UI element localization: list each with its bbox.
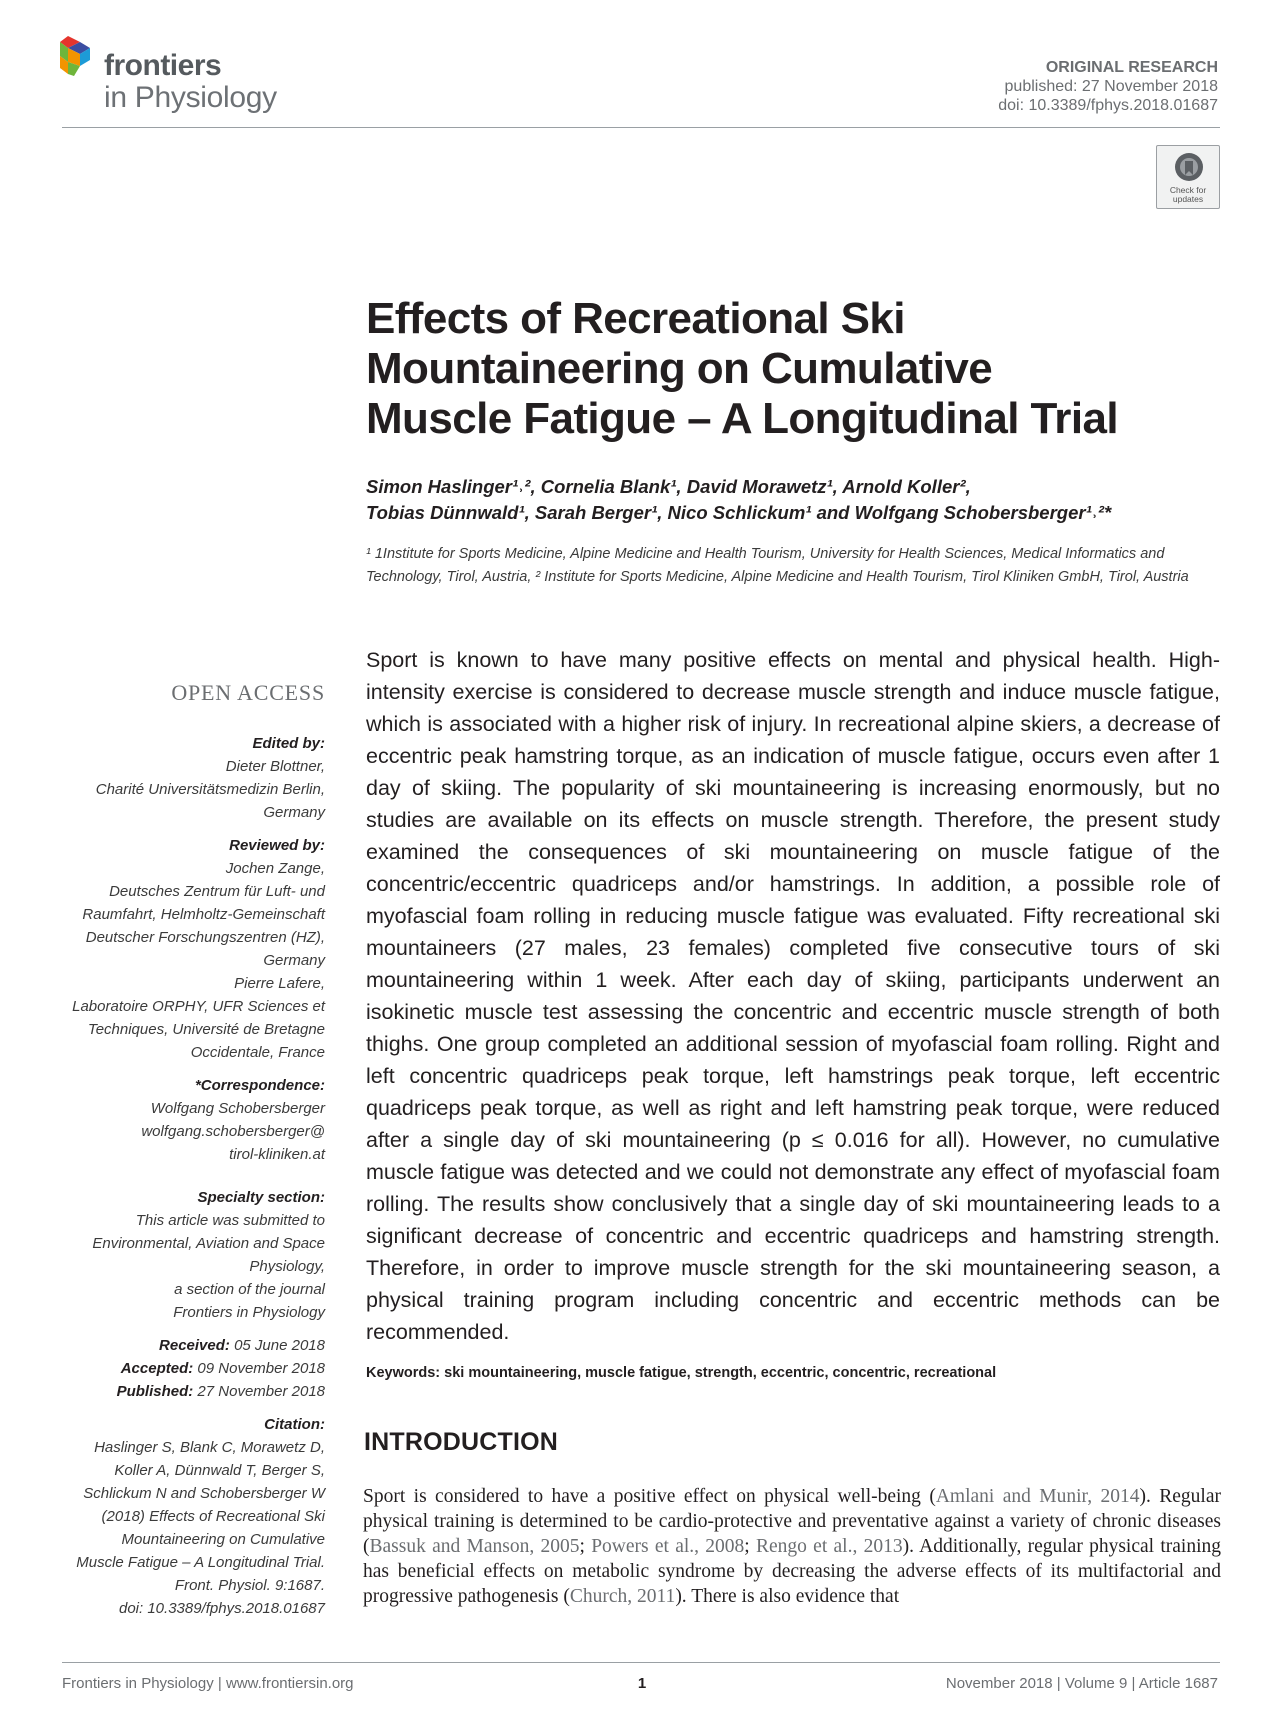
bookmark-update-icon (1171, 151, 1207, 187)
accepted-date: Accepted: 09 November 2018 (120, 1360, 325, 1377)
citation-label: Citation: (264, 1416, 325, 1433)
open-access-label: OPEN ACCESS (171, 680, 325, 705)
citation-link[interactable]: Amlani and Munir, 2014 (935, 1486, 1140, 1507)
check-badge-text: Check for updates (1169, 185, 1207, 204)
article-type: ORIGINAL RESEARCH (1045, 59, 1218, 76)
sidebar-line: Wolfgang Schobersberger (150, 1100, 325, 1117)
footer-journal[interactable]: Frontiers in Physiology | www.frontiersin.org (62, 1675, 354, 1692)
title-line: Muscle Fatigue – A Longitudinal Trial (366, 394, 1118, 443)
sidebar-line: This article was submitted to (135, 1212, 325, 1229)
correspondence-section (25, 1074, 325, 1166)
sidebar-line: (2018) Effects of Recreational Ski (101, 1508, 325, 1525)
citation-link[interactable]: Rengo et al., 2013 (755, 1536, 903, 1557)
title-line: Mountaineering on Cumulative (366, 344, 993, 393)
citation-link[interactable]: Church, 2011 (569, 1586, 676, 1607)
sidebar-line: Muscle Fatigue – A Longitudinal Trial. (76, 1554, 325, 1571)
author-line: Tobias Dünnwald¹, Sarah Berger¹, Nico Schlickum¹ and Wolfgang Schobersberger¹˒²* (366, 502, 1112, 523)
sidebar-line: Pierre Lafere, (234, 975, 325, 992)
dates-section (25, 1334, 325, 1403)
sidebar-line: Haslinger S, Blank C, Morawetz D, (94, 1439, 325, 1456)
abstract: Sport is known to have many positive effects on mental and physical health. High-intensity exercise is considered to decrease muscle strength and induce muscle fatigue, which is associated with a higher risk of injury. In recreational alpine skiers, a decrease of eccentric peak hamstring torque, as an indication of muscle fatigue, occurs even after 1 day of skiing. The popularity of ski mountaineering is increasing enormously, but no studies are available on its effects on muscle strength. Therefore, the present study examined the consequences of ski mountaineering on muscle fatigue of the concentric/eccentric quadriceps and/or hamstrings. In addition, a possible role of myofascial foam rolling in reducing muscle fatigue was evaluated. Fifty recreational ski mountaineers (27 males, 23 females) completed five consecutive tours of ski mountaineering within 1 week. After each day of skiing, participants underwent an isokinetic muscle test assessing the concentric and eccentric muscle strength of both thighs. One group completed an additional session of myofascial foam rolling. Right and left concentric quadriceps peak torque, left hamstrings peak torque, left eccentric quadriceps peak torque, as well as right and left hamstring peak torque, were reduced after a single day of ski mountaineering (p ≤ 0.016 for all). However, no cumulative muscle fatigue was detected and we could not demonstrate any effect of myofascial foam rolling. The results show conclusively that a single day of ski mountaineering leads to a significant decrease of concentric and eccentric quadriceps and hamstring strength. Therefore, in order to improve muscle strength for the ski mountaineering season, a physical training program including concentric and eccentric methods can be recommended. (366, 648, 1220, 1344)
edited-by-label: Edited by: (252, 735, 325, 752)
specialty-label: Specialty section: (197, 1189, 325, 1206)
edited-by-section (25, 732, 325, 824)
author-line: Simon Haslinger¹˒², Cornelia Blank¹, David Morawetz¹, Arnold Koller², (366, 476, 971, 497)
check-for-updates-badge[interactable] (1156, 145, 1220, 209)
correspondence-email[interactable]: tirol-kliniken.at (229, 1146, 325, 1163)
correspondence-label: *Correspondence: (194, 1077, 325, 1094)
sidebar-line: Dieter Blottner, (225, 758, 325, 775)
article-meta (998, 58, 1218, 115)
logo-wordmark-frontiers: frontiers (104, 49, 222, 82)
sidebar-line: Techniques, Université de Bretagne (87, 1021, 325, 1038)
keywords: Keywords: ski mountaineering, muscle fatigue, strength, eccentric, concentric, recreational (366, 1365, 997, 1381)
sidebar-line: Frontiers in Physiology (173, 1304, 325, 1321)
sidebar-line: Physiology, (249, 1258, 325, 1275)
affiliations: ¹ 1Institute for Sports Medicine, Alpine Medicine and Health Tourism, University for Health Sciences, Medical Informatics and Technology, Tirol, Austria, ² Institute for Sports Medicine, Alpine Medicine and Health Tourism, Tirol Kliniken GmbH, Tirol, Austria (366, 546, 1189, 585)
logo-wordmark-journal: in Physiology (104, 81, 277, 114)
citation-section (25, 1413, 325, 1620)
sidebar-line: Raumfahrt, Helmholtz-Gemeinschaft (82, 906, 325, 923)
sidebar-line: Germany (263, 952, 325, 969)
sidebar-line: Jochen Zange, (225, 860, 325, 877)
article-doi[interactable]: doi: 10.3389/fphys.2018.01687 (998, 97, 1218, 114)
journal-logo (60, 36, 320, 116)
sidebar-line: a section of the journal (174, 1281, 325, 1298)
sidebar-line: Koller A, Dünnwald T, Berger S, (114, 1462, 325, 1479)
article-title (366, 294, 1226, 444)
sidebar-line: Environmental, Aviation and Space (92, 1235, 325, 1252)
header-divider (62, 127, 1220, 128)
footer-divider (62, 1662, 1220, 1663)
sidebar-line: Occidentale, France (190, 1044, 325, 1061)
page-number: 1 (637, 1675, 647, 1692)
published-date: published: 27 November 2018 (1004, 78, 1218, 95)
reviewed-by-section (25, 834, 325, 1064)
introduction-paragraph: Sport is considered to have a positive effect on physical well-being (Amlani and Munir, 2014). Regular physical training is determined to be cardio-protective and preventative against a variety of chronic diseases (Bassuk and Manson, 2005; Powers et al., 2008; Rengo et al., 2013). Additionally, regular physical training has beneficial effects on metabolic syndrome by decreasing the adverse effects of its multifactorial and progressive pathogenesis (Church, 2011). There is also evidence that (363, 1486, 1221, 1607)
citation-doi[interactable]: doi: 10.3389/fphys.2018.01687 (118, 1600, 325, 1617)
citation-link[interactable]: Powers et al., 2008 (591, 1536, 745, 1557)
author-list (366, 474, 1226, 526)
footer-issue-info: November 2018 | Volume 9 | Article 1687 (945, 1675, 1218, 1692)
reviewed-by-label: Reviewed by: (229, 837, 325, 854)
specialty-section (25, 1186, 325, 1324)
sidebar-line: Laboratoire ORPHY, UFR Sciences et (72, 998, 325, 1015)
section-heading-introduction: INTRODUCTION (364, 1428, 559, 1456)
sidebar-line: Mountaineering on Cumulative (121, 1531, 325, 1548)
citation-link[interactable]: Bassuk and Manson, 2005 (369, 1536, 580, 1557)
published-date-sidebar: Published: 27 November 2018 (116, 1383, 325, 1400)
correspondence-email[interactable]: wolfgang.schobersberger@ (141, 1123, 325, 1140)
sidebar-line: Charité Universitätsmedizin Berlin, (95, 781, 325, 798)
sidebar-line: Deutsches Zentrum für Luft- und (109, 883, 325, 900)
sidebar-line: Front. Physiol. 9:1687. (174, 1577, 325, 1594)
received-date: Received: 05 June 2018 (159, 1337, 325, 1354)
sidebar-line: Deutscher Forschungszentren (HZ), (85, 929, 325, 946)
sidebar-line: Germany (263, 804, 325, 821)
sidebar-line: Schlickum N and Schobersberger W (83, 1485, 325, 1502)
article-sidebar (25, 732, 325, 1630)
frontiers-logo-icon (60, 36, 100, 84)
title-line: Effects of Recreational Ski (366, 294, 905, 343)
